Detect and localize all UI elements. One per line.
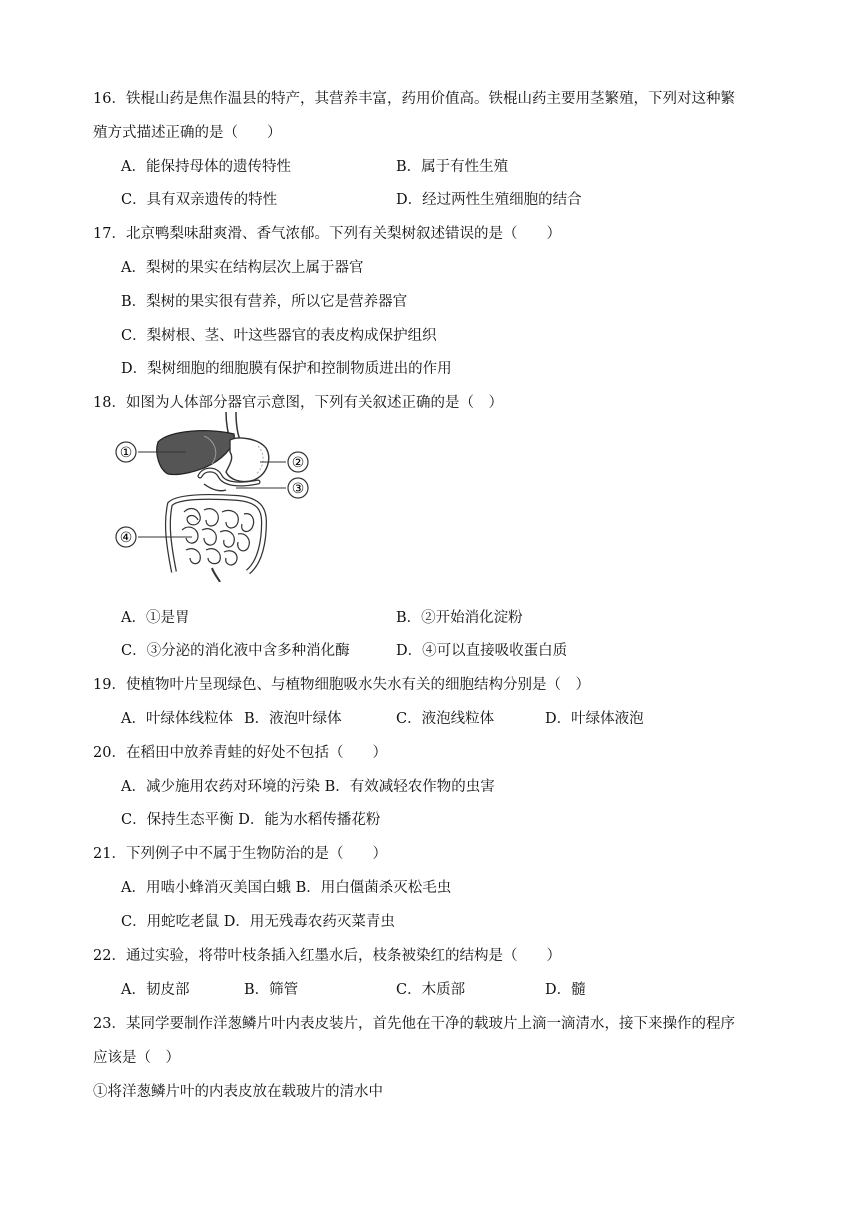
q17-option-c: C．梨树根、茎、叶这些器官的表皮构成保护组织 <box>121 328 437 344</box>
q19-option-b: B．液泡叶绿体 <box>244 711 342 727</box>
q18-stem: 18．如图为人体部分器官示意图，下列有关叙述正确的是（ ） <box>93 395 503 411</box>
q18-option-c: C．③分泌的消化液中含多种消化酶 <box>121 643 350 659</box>
q20-options-cd: C．保持生态平衡 D．能为水稻传播花粉 <box>121 812 381 828</box>
q20-options-ab: A．减少施用农药对环境的污染 B．有效减轻农作物的虫害 <box>121 779 495 795</box>
label-4: ④ <box>119 530 133 546</box>
q21-stem: 21．下列例子中不属于生物防治的是（ ） <box>93 846 387 862</box>
q21-options-ab: A．用啮小蜂消灭美国白蛾 B．用白僵菌杀灭松毛虫 <box>121 880 452 896</box>
q19-option-a: A．叶绿体线粒体 <box>121 711 233 727</box>
q22-option-d: D．髓 <box>545 982 586 998</box>
label-3: ③ <box>291 481 305 497</box>
label-1: ① <box>119 445 133 461</box>
label-2: ② <box>291 455 305 471</box>
q20-stem: 20．在稻田中放养青蛙的好处不包括（ ） <box>93 745 387 761</box>
q16-option-b: B．属于有性生殖 <box>396 159 509 175</box>
q16-option-a: A．能保持母体的遗传特性 <box>121 159 291 175</box>
q22-option-a: A．韧皮部 <box>121 982 190 998</box>
q17-option-b: B．梨树的果实很有营养，所以它是营养器官 <box>121 294 408 310</box>
q21-options-cd: C．用蛇吃老鼠 D．用无残毒农药灭菜青虫 <box>121 914 395 930</box>
q23-stem-line2: 应该是（ ） <box>93 1050 180 1066</box>
q22-stem: 22．通过实验，将带叶枝条插入红墨水后，枝条被染红的结构是（ ） <box>93 948 561 964</box>
q18-option-b: B．②开始消化淀粉 <box>396 610 523 626</box>
q17-option-d: D．梨树细胞的细胞膜有保护和控制物质进出的作用 <box>121 361 452 377</box>
q19-option-c: C．液泡线粒体 <box>396 711 495 727</box>
q18-option-a: A．①是胃 <box>121 610 190 626</box>
q17-option-a: A．梨树的果实在结构层次上属于器官 <box>121 260 364 276</box>
q23-step-1: ①将洋葱鳞片叶的内表皮放在载玻片的清水中 <box>93 1084 383 1100</box>
q22-option-b: B．筛管 <box>244 982 299 998</box>
q17-stem: 17．北京鸭梨味甜爽滑、香气浓郁。下列有关梨树叙述错误的是（ ） <box>93 226 561 242</box>
q16-stem-line1: 16．铁棍山药是焦作温县的特产，其营养丰富，药用价值高。铁棍山药主要用茎繁殖，下列对这种繁 <box>93 91 735 107</box>
q19-stem: 19．使植物叶片呈现绿色、与植物细胞吸水失水有关的细胞结构分别是（ ） <box>93 677 590 693</box>
digestive-organs-illustration <box>108 412 323 582</box>
q18-option-d: D．④可以直接吸收蛋白质 <box>396 643 568 659</box>
digestive-system-figure <box>108 412 323 582</box>
q16-option-c: C．具有双亲遗传的特性 <box>121 192 278 208</box>
q16-option-d: D．经过两性生殖细胞的结合 <box>396 192 582 208</box>
q22-option-c: C．木质部 <box>396 982 466 998</box>
q19-option-d: D．叶绿体液泡 <box>545 711 644 727</box>
q23-stem-line1: 23．某同学要制作洋葱鳞片叶内表皮装片，首先他在干净的载玻片上滴一滴清水，接下来操作的程序 <box>93 1016 735 1032</box>
q16-stem-line2: 殖方式描述正确的是（ ） <box>93 125 282 141</box>
